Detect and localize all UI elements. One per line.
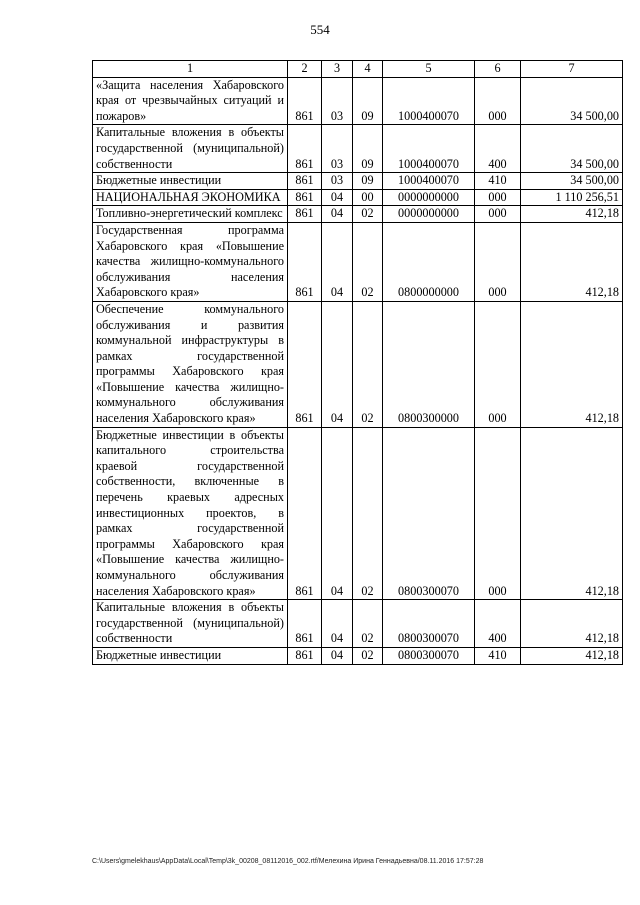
col3-cell: 04 <box>322 647 353 664</box>
page-number: 554 <box>310 22 330 37</box>
column-header: 4 <box>353 61 383 78</box>
col2-cell: 861 <box>288 647 322 664</box>
item-name: Капитальные вложения в объекты государственной (муниципальной) собственности <box>96 125 284 171</box>
amount-cell: 412,18 <box>521 600 623 648</box>
table-row <box>93 189 623 206</box>
col4-cell: 09 <box>353 125 383 173</box>
table-row <box>93 173 623 190</box>
amount-cell: 34 500,00 <box>521 125 623 173</box>
item-name: Бюджетные инвестиции <box>96 173 222 188</box>
col4-cell: 02 <box>353 600 383 648</box>
col5-cell: 0800300070 <box>383 647 475 664</box>
amount-cell: 412,18 <box>521 222 623 301</box>
item-name-cell <box>93 301 288 427</box>
col4-cell: 00 <box>353 189 383 206</box>
item-name: Бюджетные инвестиции <box>96 647 222 662</box>
column-header: 1 <box>93 61 288 78</box>
col5-cell: 0800300070 <box>383 427 475 600</box>
col2-cell: 861 <box>288 189 322 206</box>
col5-cell: 1000400070 <box>383 77 475 125</box>
table-row <box>93 222 623 301</box>
item-name-cell <box>93 77 288 125</box>
col2-cell: 861 <box>288 77 322 125</box>
col4-cell: 02 <box>353 301 383 427</box>
col2-cell: 861 <box>288 301 322 427</box>
col6-cell: 000 <box>475 222 521 301</box>
col2-cell: 861 <box>288 600 322 648</box>
col6-cell: 000 <box>475 301 521 427</box>
item-name-cell <box>93 427 288 600</box>
column-header: 6 <box>475 61 521 78</box>
column-header: 3 <box>322 61 353 78</box>
header-row <box>93 61 623 78</box>
budget-table <box>92 60 623 665</box>
col3-cell: 04 <box>322 427 353 600</box>
col3-cell: 03 <box>322 173 353 190</box>
col4-cell: 02 <box>353 222 383 301</box>
amount-cell: 34 500,00 <box>521 77 623 125</box>
col6-cell: 000 <box>475 427 521 600</box>
column-header: 2 <box>288 61 322 78</box>
col3-cell: 03 <box>322 125 353 173</box>
col5-cell: 1000400070 <box>383 173 475 190</box>
col3-cell: 03 <box>322 77 353 125</box>
column-header: 5 <box>383 61 475 78</box>
col5-cell: 0800300070 <box>383 600 475 648</box>
table-row <box>93 206 623 223</box>
table-row <box>93 77 623 125</box>
col5-cell: 0000000000 <box>383 206 475 223</box>
table-row <box>93 600 623 648</box>
table-row <box>93 301 623 427</box>
amount-cell: 412,18 <box>521 647 623 664</box>
col3-cell: 04 <box>322 189 353 206</box>
amount-cell: 34 500,00 <box>521 173 623 190</box>
item-name: НАЦИОНАЛЬНАЯ ЭКОНОМИКА <box>96 189 281 204</box>
table-row <box>93 647 623 664</box>
col4-cell: 02 <box>353 647 383 664</box>
file-path-footer: C:\Users\gmelekhaus\AppData\Local\Temp\3k_00208_08112016_002.rtf/Мелехина Ирина Геннадьевна/08.11.2016 17:57:28 <box>92 858 484 865</box>
item-name-cell <box>93 222 288 301</box>
col2-cell: 861 <box>288 173 322 190</box>
item-name-cell <box>93 206 288 223</box>
item-name: Государственная программа Хабаровского края «Повышение качества жилищно-коммунального обслуживания населения Хабаровского края» <box>96 222 284 300</box>
col3-cell: 04 <box>322 222 353 301</box>
amount-cell: 412,18 <box>521 427 623 600</box>
item-name-cell <box>93 189 288 206</box>
col5-cell: 0800000000 <box>383 222 475 301</box>
col6-cell: 000 <box>475 77 521 125</box>
col5-cell: 0800300000 <box>383 301 475 427</box>
col4-cell: 09 <box>353 77 383 125</box>
amount-cell: 1 110 256,51 <box>521 189 623 206</box>
col6-cell: 400 <box>475 125 521 173</box>
item-name-cell <box>93 600 288 648</box>
col2-cell: 861 <box>288 206 322 223</box>
col2-cell: 861 <box>288 427 322 600</box>
item-name-cell <box>93 173 288 190</box>
col2-cell: 861 <box>288 222 322 301</box>
item-name: Обеспечение коммунального обслуживания и развития коммунальной инфраструктуры в рамках государственной программы Хабаровского края «Повышение качества жилищно-коммунального обслуживания населения Хабаровского края» <box>96 301 284 426</box>
col3-cell: 04 <box>322 206 353 223</box>
col4-cell: 02 <box>353 206 383 223</box>
col4-cell: 02 <box>353 427 383 600</box>
item-name: Капитальные вложения в объекты государственной (муниципальной) собственности <box>96 600 284 646</box>
col6-cell: 000 <box>475 206 521 223</box>
col2-cell: 861 <box>288 125 322 173</box>
column-header: 7 <box>521 61 623 78</box>
table-row <box>93 427 623 600</box>
amount-cell: 412,18 <box>521 301 623 427</box>
item-name: Топливно-энергетический комплекс <box>96 206 283 221</box>
col3-cell: 04 <box>322 600 353 648</box>
col6-cell: 000 <box>475 189 521 206</box>
col4-cell: 09 <box>353 173 383 190</box>
item-name-cell <box>93 125 288 173</box>
table-row <box>93 125 623 173</box>
amount-cell: 412,18 <box>521 206 623 223</box>
item-name-cell <box>93 647 288 664</box>
col6-cell: 410 <box>475 647 521 664</box>
col6-cell: 400 <box>475 600 521 648</box>
item-name: «Защита населения Хабаровского края от чрезвычайных ситуаций и пожаров» <box>96 77 284 123</box>
item-name: Бюджетные инвестиции в объекты капитального строительства краевой государственной собственности, включенные в перечень краевых адресных инвестиционных проектов, в рамках государственной программы Хабаровского края «Повышение качества жилищно-коммунального обслуживания населения Хабаровского края» <box>96 427 284 598</box>
col3-cell: 04 <box>322 301 353 427</box>
col5-cell: 1000400070 <box>383 125 475 173</box>
col6-cell: 410 <box>475 173 521 190</box>
col5-cell: 0000000000 <box>383 189 475 206</box>
